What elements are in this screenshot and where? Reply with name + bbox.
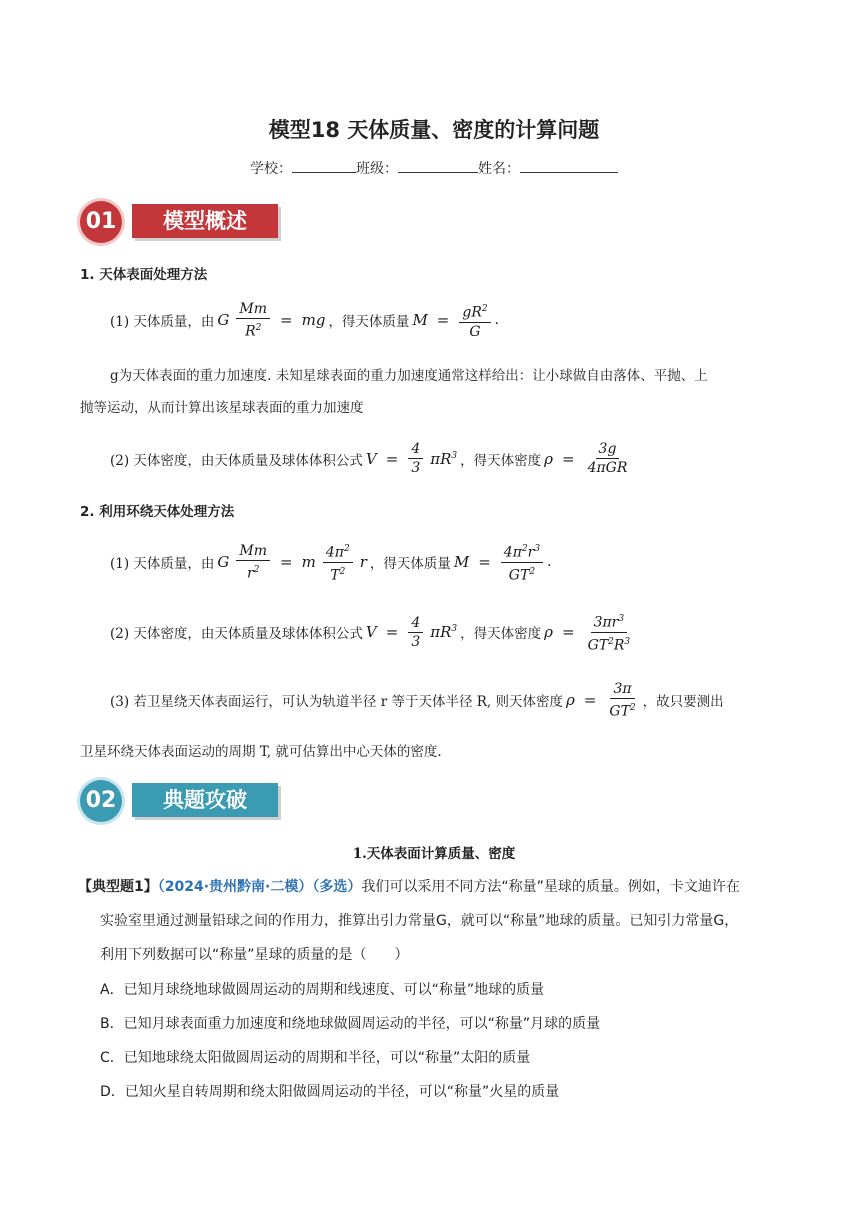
question-line-3: 利用下列数据可以“称量”星球的质量的是（ ）: [100, 947, 409, 963]
text: (1) 天体质量，由: [110, 314, 215, 331]
question-line-2: 实验室里通过测量铅球之间的作用力，推算出引力常量G，就可以“称量”地球的质量。已知引力常量G，: [100, 913, 739, 929]
text: ，得天体密度: [460, 452, 542, 469]
formula-density-surface: (2) 天体密度，由天体质量及球体体积公式 V = $\frac{4}{3}$ $\pi R^3$ ，得天体密度 ρ = $\frac{3g}{\text{4πGR}}$: [110, 441, 628, 476]
class-blank[interactable]: [398, 158, 478, 173]
text: ，得天体密度: [460, 626, 542, 643]
formula-density-surface-orbit: (3) 若卫星绕天体表面运行，可认为轨道半径 r 等于天体半径 R, 则天体密度 ρ = $\frac{3\pi}{GT^2}$ ，故只要测出: [110, 681, 724, 720]
option-d[interactable]: D．已知火星自转周期和绕太阳做圆周运动的半径，可以“称量”火星的质量: [100, 1084, 560, 1100]
section-number: 02: [80, 780, 122, 822]
section-number: 01: [80, 201, 122, 243]
text: ，得天体质量: [369, 556, 451, 573]
text: (3) 若卫星绕天体表面运行，可认为轨道半径 r 等于天体半径 R, 则天体密度: [110, 694, 563, 711]
name-label: 姓名：: [478, 161, 520, 177]
text: ，得天体质量: [328, 314, 410, 331]
text: (2) 天体密度，由天体质量及球体体积公式: [110, 452, 363, 469]
question-source: （2024·贵州黔南·二模）（多选）: [157, 879, 362, 895]
text: (1) 天体质量，由: [110, 556, 215, 573]
section-label: 典题攻破: [132, 783, 278, 817]
name-blank[interactable]: [520, 158, 618, 173]
option-a[interactable]: A．已知月球绕地球做圆周运动的周期和线速度、可以“称量”地球的质量: [100, 982, 545, 998]
option-c[interactable]: C．已知地球绕太阳做圆周运动的周期和半径，可以“称量”太阳的质量: [100, 1050, 531, 1066]
heading-surface-method: 1. 天体表面处理方法: [80, 267, 208, 283]
page-title: 模型18 天体质量、密度的计算问题: [268, 118, 600, 142]
subsection-title: 1.天体表面计算质量、密度: [352, 846, 516, 862]
option-b[interactable]: B．已知月球表面重力加速度和绕地球做圆周运动的半径，可以“称量”月球的质量: [100, 1016, 601, 1032]
student-info: [0, 158, 868, 178]
question-text: 我们可以采用不同方法“称量”星球的质量。例如，卡文迪许在: [361, 879, 740, 895]
section-label: 模型概述: [132, 204, 278, 238]
text: ，故只要测出: [642, 694, 724, 711]
text: (2) 天体密度，由天体质量及球体体积公式: [110, 626, 363, 643]
class-label: 班级：: [356, 161, 398, 177]
formula-mass-surface: (1) 天体质量，由 G $\frac{Mm}{R^2}$ = mg ，得天体质量 M = $\frac{gR^2}{G}$ .: [110, 301, 499, 340]
heading-orbit-method: 2. 利用环绕天体处理方法: [80, 504, 235, 520]
formula-density-orbit: (2) 天体密度，由天体质量及球体体积公式 V = $\frac{4}{3}$ $\pi R^3$ ，得天体密度 ρ = $\frac{3\pi r^3}{GT^2R^3}$: [110, 610, 637, 654]
formula-mass-orbit: (1) 天体质量，由 G $\frac{Mm}{r^2}$ = m $\frac{4\pi^2}{T^2}$ r ，得天体质量 M = $\frac{4\pi^2r^3}{GT^2}$ .: [110, 540, 551, 584]
g-note-2: 抛等运动，从而计算出该星球表面的重力加速度: [80, 400, 364, 416]
school-label: 学校：: [250, 161, 292, 177]
g-note: g为天体表面的重力加速度. 未知星球表面的重力加速度通常这样给出：让小球做自由落体、平抛、上: [110, 368, 708, 384]
question-line-1: [78, 876, 740, 896]
school-blank[interactable]: [292, 158, 356, 173]
question-tag: 【典型题1】: [78, 879, 158, 895]
orbit-note: 卫星环绕天体表面运动的周期 T, 就可估算出中心天体的密度.: [80, 744, 442, 760]
